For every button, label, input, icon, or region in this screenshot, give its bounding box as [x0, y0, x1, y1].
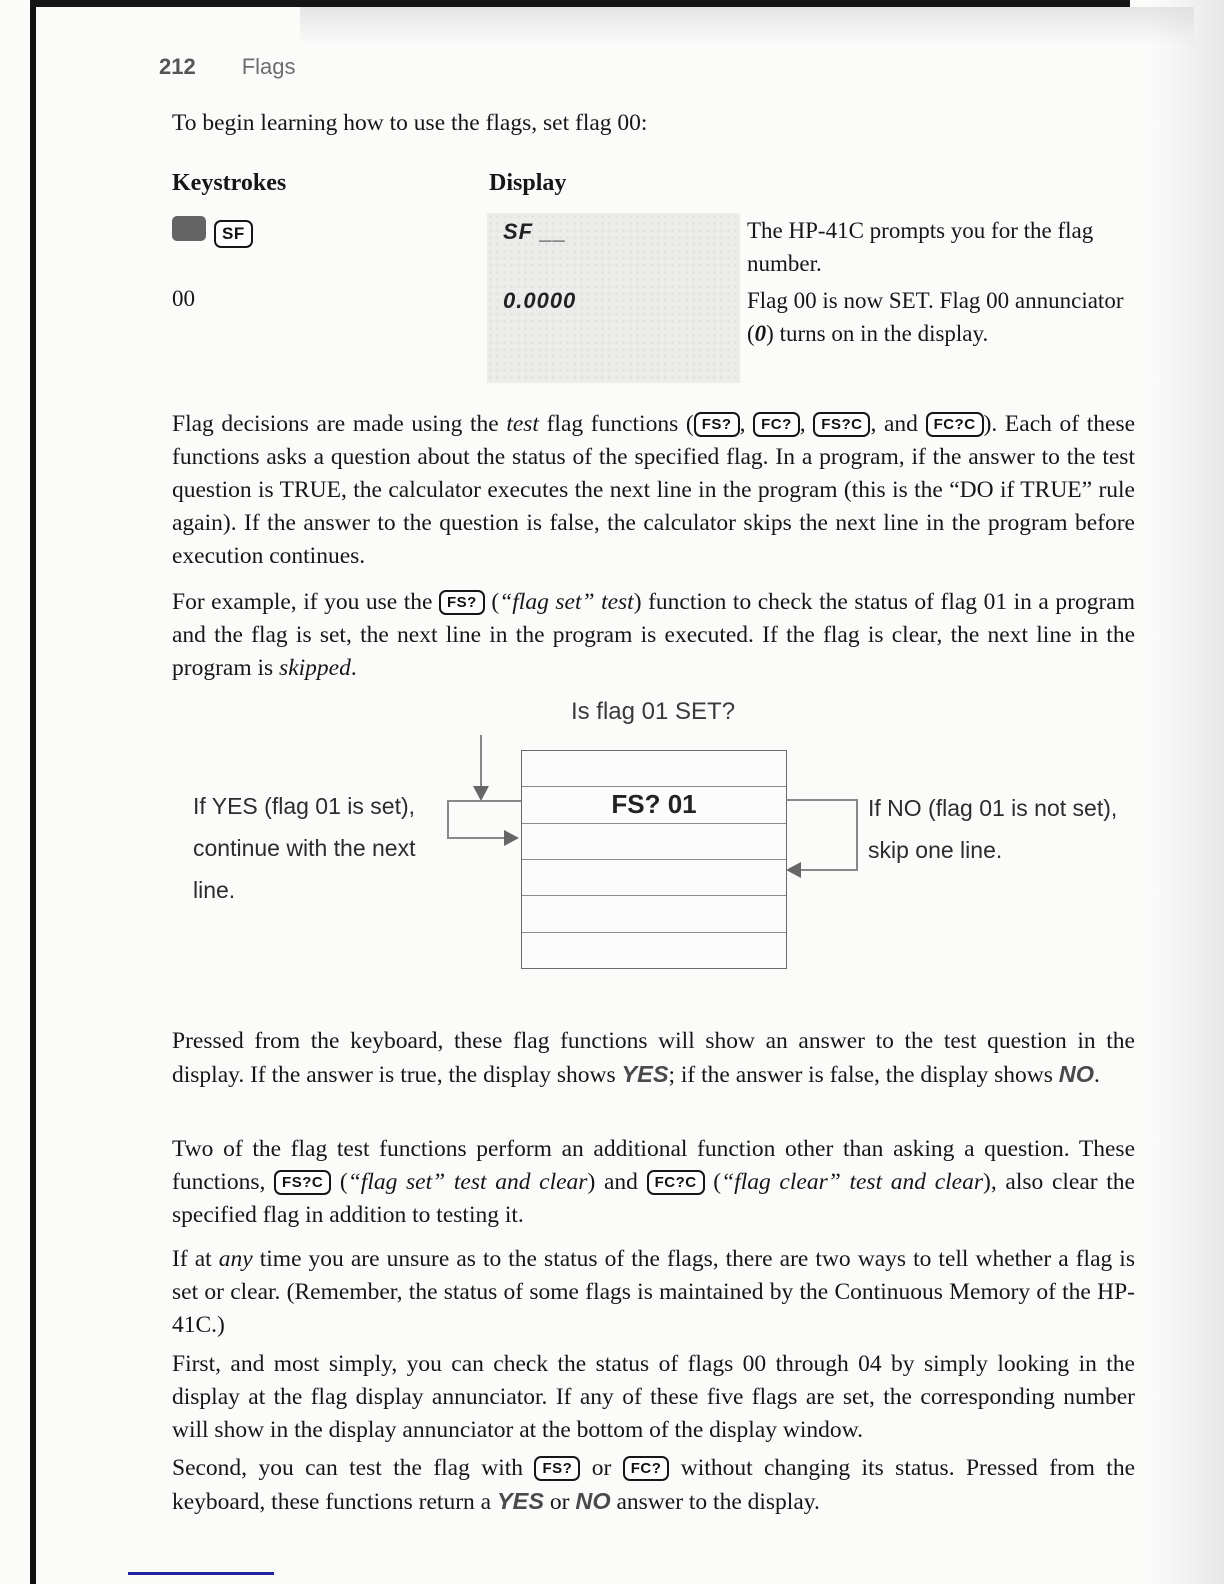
yes-connector-top — [447, 800, 521, 802]
paragraph-flag-decisions: Flag decisions are made using the test flag functions ( FS? , FC? , FS?C , and FC?C ). Each of these functions asks a question about the status of the specified flag. In a program, if the answer to the test question is TRUE, the calculator executes the next line in the program (this is the “DO if TRUE” rule again). If the answer to the question is false, the calculator skips the next line in the program before execution continues. — [172, 411, 1136, 569]
yes-connector-bottom — [447, 837, 505, 839]
program-row — [522, 933, 786, 968]
keycap-fcc: FC?C — [926, 412, 984, 437]
text-segment: any — [218, 1246, 253, 1272]
entry-arrow-stem — [480, 735, 482, 787]
yes-arrow-right-icon — [504, 830, 519, 846]
program-row — [522, 896, 786, 932]
no-connector-vertical — [856, 799, 858, 871]
paragraph-keyboard-answer: Pressed from the keyboard, these flag functions will show an answer to the test question in the display. If the answer is true, the display shows YES; if the answer is false, the display shows NO. — [172, 1028, 1135, 1088]
no-connector-bottom — [800, 869, 858, 871]
paragraph-test-and-clear: Two of the flag test functions perform an additional function other than asking a question. These functions, FS?C (“flag set” test and clear) and FC?C (“flag clear” test and clear), also clear the specified flag in addition to testing it. — [172, 1136, 1135, 1228]
no-arrow-left-icon — [786, 862, 801, 878]
keycap-fsc: FS?C — [274, 1170, 331, 1195]
yes-label-line: line. — [193, 877, 236, 903]
program-line-label: FS? 01 — [611, 789, 697, 820]
paragraph-check-annunciator: First, and most simply, you can check the status of flags 00 through 04 by simply looking in the display at the flag display annunciator. If any of these five flags are set, the corresponding number will show in the display annunciator at the bottom of the display window. — [172, 1351, 1135, 1443]
chapter-title: Flags — [241, 54, 296, 79]
table-row-2-display-value: 0.0000 — [503, 288, 577, 313]
paragraph-unsure-status: If at any time you are unsure as to the status of the flags, there are two ways to tell whether a flag is set or clear. (Remember, the status of some flags is maintained by the Continuous Memory of the HP-41C.) — [172, 1246, 1135, 1338]
table-row-2-keystrokes: 00 — [172, 286, 195, 311]
paragraph-fs-example: For example, if you use the FS? (“flag set” test) function to check the status of flag 01 in a program and the flag is set, the next line in the program is executed. If the flag is clear, the next line in the program is skipped. — [172, 589, 1136, 681]
yes-label-line: If YES (flag 01 is set), — [193, 793, 416, 819]
no-connector-top — [786, 799, 858, 801]
no-branch-label — [868, 787, 1168, 871]
table-row-2-description: Flag 00 is now SET. Flag 00 annunciator (0) turns on in the display. — [747, 288, 1124, 346]
keycap-fc: FC? — [623, 1456, 670, 1481]
text-segment: test — [506, 411, 539, 437]
page-number: 212 — [159, 54, 196, 79]
entry-arrow-down-icon — [473, 786, 489, 801]
text-segment: skipped — [279, 655, 351, 681]
table-row-1-description: The HP-41C prompts you for the flag number. — [747, 218, 1094, 276]
scan-top-edge — [30, 0, 1130, 7]
text-segment: “flag set” test and clear — [347, 1169, 588, 1195]
intro-sentence: To begin learning how to use the flags, set flag 00: — [172, 110, 648, 136]
bottom-margin-mark — [128, 1572, 274, 1575]
table-row-1-display-value: SF __ — [503, 219, 567, 244]
table-row-1-keystrokes — [172, 216, 253, 248]
display-word: YES — [496, 1488, 545, 1514]
text-segment: “flag clear” test and clear — [721, 1169, 984, 1195]
keycap-fs: FS? — [534, 1456, 580, 1481]
page-header — [159, 54, 296, 80]
column-header-display: Display — [489, 170, 567, 196]
paragraph-test-without-changing: Second, you can test the flag with FS? or FC? without changing its status. Pressed from the keyboard, these functions return a YES or NO answer to the display. — [172, 1455, 1135, 1515]
program-row — [522, 860, 786, 896]
book-spine-edge — [30, 0, 36, 1584]
program-row — [522, 751, 786, 787]
no-label-line: skip one line. — [868, 837, 1003, 863]
column-header-keystrokes: Keystrokes — [172, 170, 287, 196]
program-lines-box — [521, 750, 787, 969]
shift-key — [172, 216, 206, 241]
program-row-fs01 — [522, 787, 786, 823]
yes-label-line: continue with the next — [193, 835, 416, 861]
keycap-fs: FS? — [694, 412, 740, 437]
keycap-fsc: FS?C — [813, 412, 870, 437]
scan-texture-top — [300, 7, 1194, 45]
keycap-fs: FS? — [439, 590, 485, 615]
keycap-fcc: FC?C — [647, 1170, 705, 1195]
display-word: YES — [621, 1061, 669, 1087]
text-segment: 0 — [754, 321, 767, 346]
no-label-line: If NO (flag 01 is not set), — [868, 795, 1118, 821]
keycap-fc: FC? — [753, 412, 800, 437]
program-row — [522, 824, 786, 860]
yes-branch-label — [193, 785, 455, 911]
display-word: NO — [1058, 1061, 1095, 1087]
text-segment: “flag set” test — [499, 589, 634, 615]
keycap-sf: SF — [214, 220, 253, 248]
display-word: NO — [575, 1488, 611, 1514]
diagram-question: Is flag 01 SET? — [570, 698, 736, 725]
